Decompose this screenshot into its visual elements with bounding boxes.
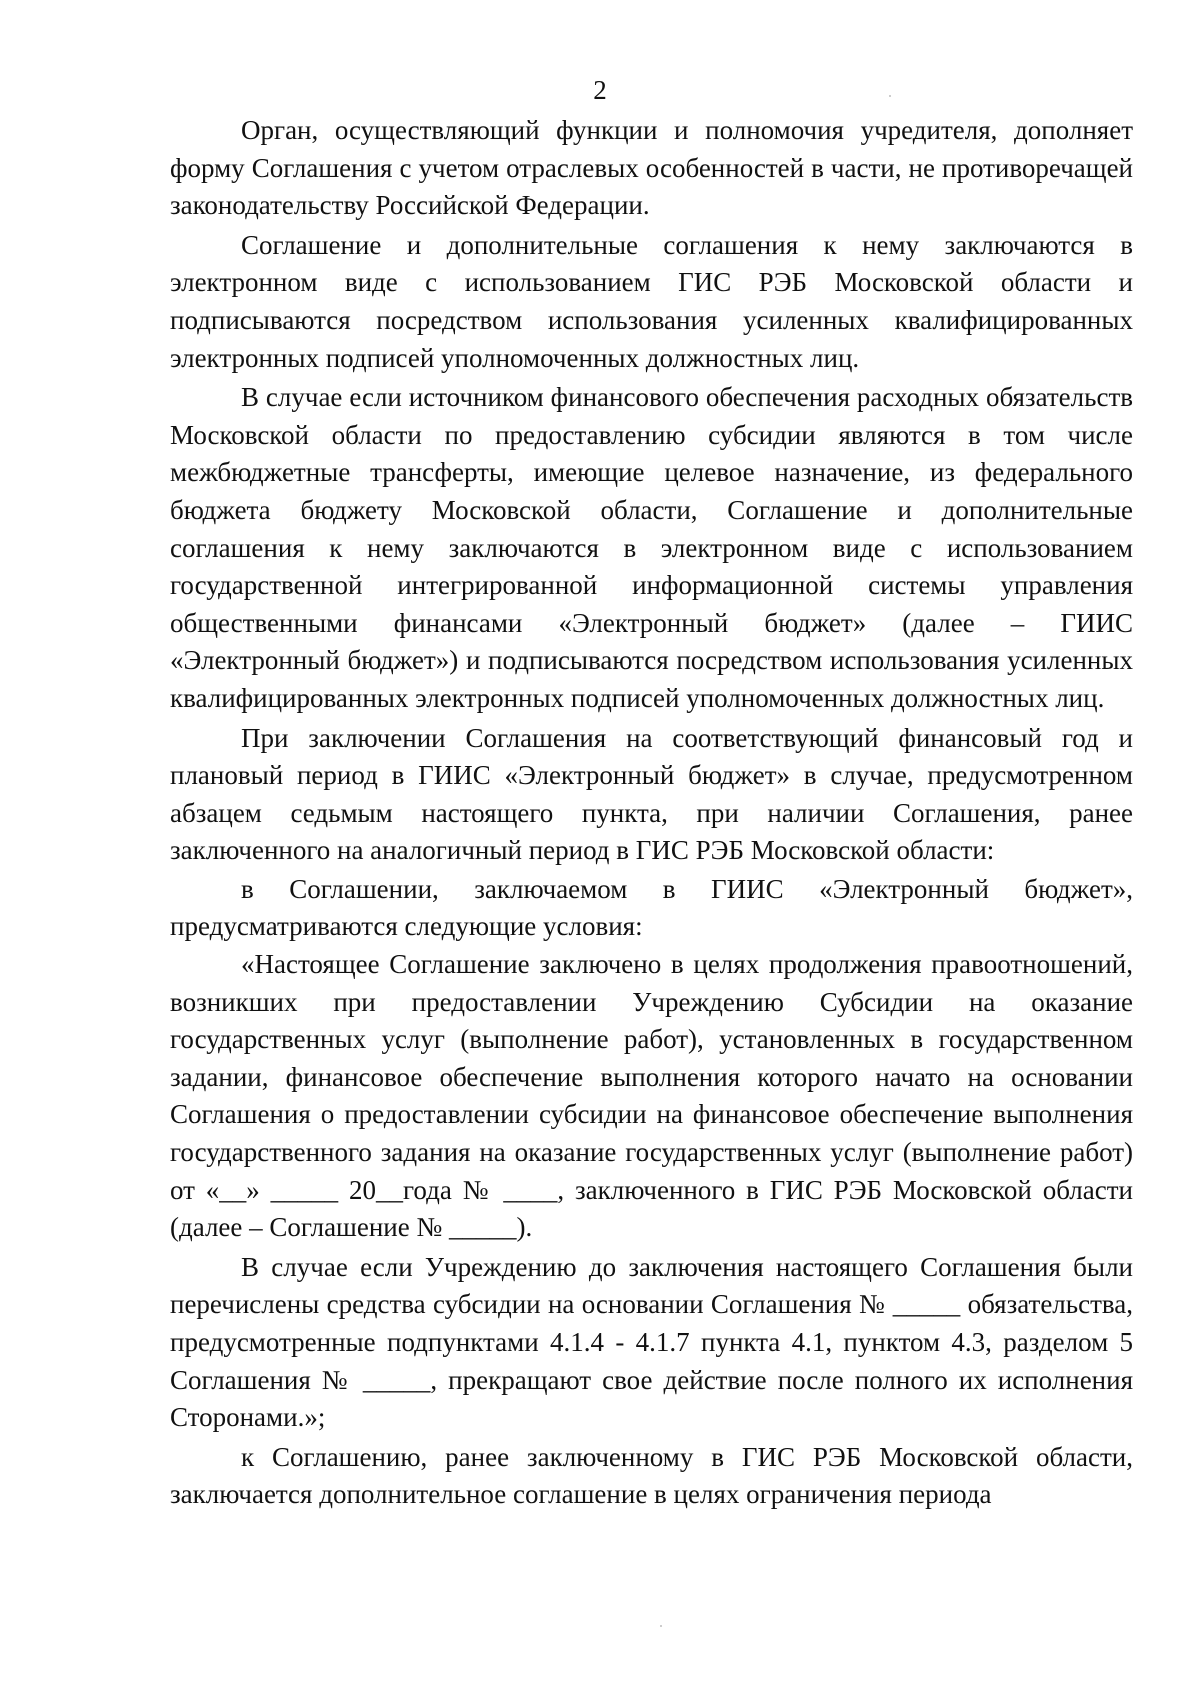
scan-speck — [660, 1625, 662, 1627]
paragraph-continuation-clause: «Настоящее Соглашение заключено в целях продолжения правоотношений, возникших при предоставлении Учреждению Субсидии на оказание государственных услуг (выполнение работ), установленных в государственном задании, финансовое обеспечение выполнения которого начато на основании Соглашения о предоставлении субсидии на финансовое обеспечение выполнения государственного задания на оказание государственных услуг (выполнение работ) от «__» _____ 20__года № ____, заключенного в ГИС РЭБ Московской области (далее – Соглашение № _____). — [170, 949, 1133, 1243]
document-body — [170, 112, 1133, 1514]
paragraph-additional-agreement: к Соглашению, ранее заключенному в ГИС РЭБ Московской области, заключается дополнительное соглашение в целях ограничения периода — [170, 1441, 1133, 1510]
paragraph-agreement-conditions: в Соглашении, заключаемом в ГИИС «Электронный бюджет», предусматриваются следующие условия: — [170, 873, 1133, 942]
paragraph-agreement-conclusion: При заключении Соглашения на соответствующий финансовый год и плановый период в ГИИС «Электронный бюджет» в случае, предусмотренном абзацем седьмым настоящего пункта, при наличии Соглашения, ранее заключенного на аналогичный период в ГИС РЭБ Московской области: — [170, 722, 1133, 866]
scan-speck — [889, 95, 891, 97]
page-number: 2 — [593, 75, 607, 105]
paragraph-gis-reb-signing: Соглашение и дополнительные соглашения к нему заключаются в электронном виде с использованием ГИС РЭБ Московской области и подписываются посредством использования усиленных квалифицированных электронных подписей уполномоченных должностных лиц. — [170, 229, 1133, 373]
paragraph-founder-form: Орган, осуществляющий функции и полномочия учредителя, дополняет форму Соглашения с учетом отраслевых особенностей в части, не противоречащей законодательству Российской Федерации. — [170, 115, 1133, 221]
paragraph-subsidy-obligations: В случае если Учреждению до заключения настоящего Соглашения были перечислены средства субсидии на основании Соглашения № _____ обязательства, предусмотренные подпунктами 4.1.4 - 4.1.7 пункта 4.1, пунктом 4.3, разделом 5 Соглашения № _____, прекращают свое действие после полного их исполнения Сторонами.»; — [170, 1251, 1133, 1433]
paragraph-federal-transfers: В случае если источником финансового обеспечения расходных обязательств Московской области по предоставлению субсидии являются в том числе межбюджетные трансферты, имеющие целевое назначение, из федерального бюджета бюджету Московской области, Соглашение и дополнительные соглашения к нему заключаются в электронном виде с использованием государственной интегрированной информационной системы управления общественными финансами «Электронный бюджет» (далее – ГИИС «Электронный бюджет») и подписываются посредством использования усиленных квалифицированных электронных подписей уполномоченных должностных лиц. — [170, 382, 1133, 713]
